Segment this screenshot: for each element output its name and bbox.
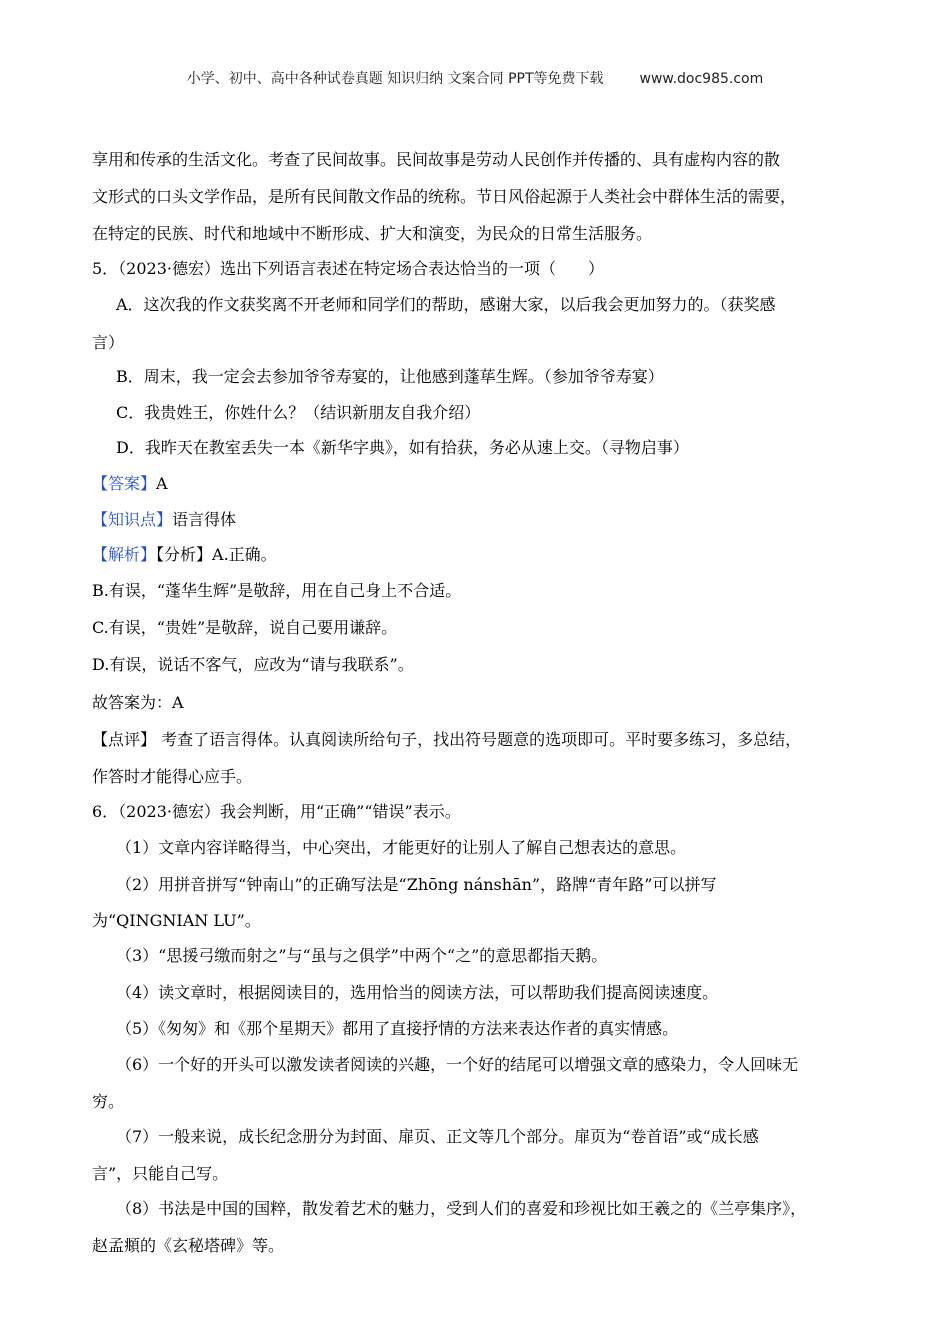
judge-item-cont: 为“QINGNIAN LU”。 xyxy=(92,911,261,930)
judge-item-cont: 言”，只能自己写。 xyxy=(92,1164,229,1183)
comment-line: 【点评】 考查了语言得体。认真阅读所给句子，找出符号题意的选项即可。平时要多练习，多总结， xyxy=(92,730,802,749)
question-5-stem: 5．（2023·德宏）选出下列语言表述在特定场合表达恰当的一项（ ） xyxy=(92,259,604,278)
knowledge-point-row xyxy=(92,507,872,530)
analysis-line: 故答案为：A xyxy=(92,693,184,712)
option-c: C．我贵姓王，你姓什么？（结识新朋友自我介绍） xyxy=(116,403,481,422)
question-6-stem: 6．（2023·德宏）我会判断，用“正确”“错误”表示。 xyxy=(92,802,461,821)
judge-item: （6）一个好的开头可以激发读者阅读的兴趣，一个好的结尾可以增强文章的感染力，令人回味无 xyxy=(116,1055,799,1074)
judge-item: （8）书法是中国的国粹，散发着艺术的魅力，受到人们的喜爱和珍视比如王羲之的《兰亭集序》， xyxy=(116,1199,807,1218)
page-header xyxy=(0,68,950,88)
answer-row xyxy=(92,471,872,494)
judge-item-cont: 穷。 xyxy=(92,1092,125,1111)
answer-tag: 【答案】 xyxy=(92,474,157,493)
judge-item: （7）一般来说，成长纪念册分为封面、扉页、正文等几个部分。扉页为“卷首语”或“成长感 xyxy=(116,1127,759,1146)
judge-item-cont: 赵孟頫的《玄秘塔碑》等。 xyxy=(92,1236,285,1255)
option-b: B．周末，我一定会去参加爷爷寿宴的，让他感到蓬荜生辉。（参加爷爷寿宴） xyxy=(116,367,664,386)
analysis-first: 【分析】A.正确。 xyxy=(156,545,277,564)
analysis-line: C.有误，“贵姓”是敬辞，说自己要用谦辞。 xyxy=(92,618,398,637)
analysis-line: B.有误，“蓬华生辉”是敬辞，用在自己身上不合适。 xyxy=(92,581,462,600)
answer-value: A xyxy=(156,474,168,493)
judge-item: （5）《匆匆》和《那个星期天》都用了直接抒情的方法来表达作者的真实情感。 xyxy=(116,1019,679,1038)
option-a: A．这次我的作文获奖离不开老师和同学们的帮助，感谢大家，以后我会更加努力的。（获奖感 xyxy=(116,295,776,314)
knowledge-point-tag: 【知识点】 xyxy=(92,510,173,529)
header-url[interactable]: www.doc985.com xyxy=(639,71,764,87)
judge-item: （4）读文章时，根据阅读目的，选用恰当的阅读方法，可以帮助我们提高阅读速度。 xyxy=(116,983,719,1002)
judge-item: （1）文章内容详略得当，中心突出，才能更好的让别人了解自己想表达的意思。 xyxy=(116,838,687,857)
option-a-cont: 言） xyxy=(92,333,125,352)
option-d: D．我昨天在教室丢失一本《新华字典》，如有拾获，务必从速上交。（寻物启事） xyxy=(116,438,689,457)
knowledge-point-value: 语言得体 xyxy=(172,510,237,529)
comment-line: 作答时才能得心应手。 xyxy=(92,767,253,786)
analysis-row xyxy=(92,542,872,565)
header-title: 小学、初中、高中各种试卷真题 知识归纳 文案合同 PPT等免费下载 xyxy=(186,71,604,87)
judge-item: （2）用拼音拼写“钟南山”的正确写法是“Zhōng nánshān”，路牌“青年路”可以拼写 xyxy=(116,875,717,894)
intro-line: 在特定的民族、时代和地域中不断形成、扩大和演变，为民众的日常生活服务。 xyxy=(92,224,653,243)
analysis-line: D.有误，说话不客气，应改为“请与我联系”。 xyxy=(92,655,414,674)
analysis-tag: 【解析】 xyxy=(92,545,157,564)
intro-line: 文形式的口头文学作品，是所有民间散文作品的统称。节日风俗起源于人类社会中群体生活的需要， xyxy=(92,187,797,206)
judge-item: （3）“思援弓缴而射之”与“虽与之俱学”中两个“之”的意思都指天鹅。 xyxy=(116,946,608,965)
intro-line: 享用和传承的生活文化。考查了民间故事。民间故事是劳动人民创作并传播的、具有虚构内容的散 xyxy=(92,150,781,169)
